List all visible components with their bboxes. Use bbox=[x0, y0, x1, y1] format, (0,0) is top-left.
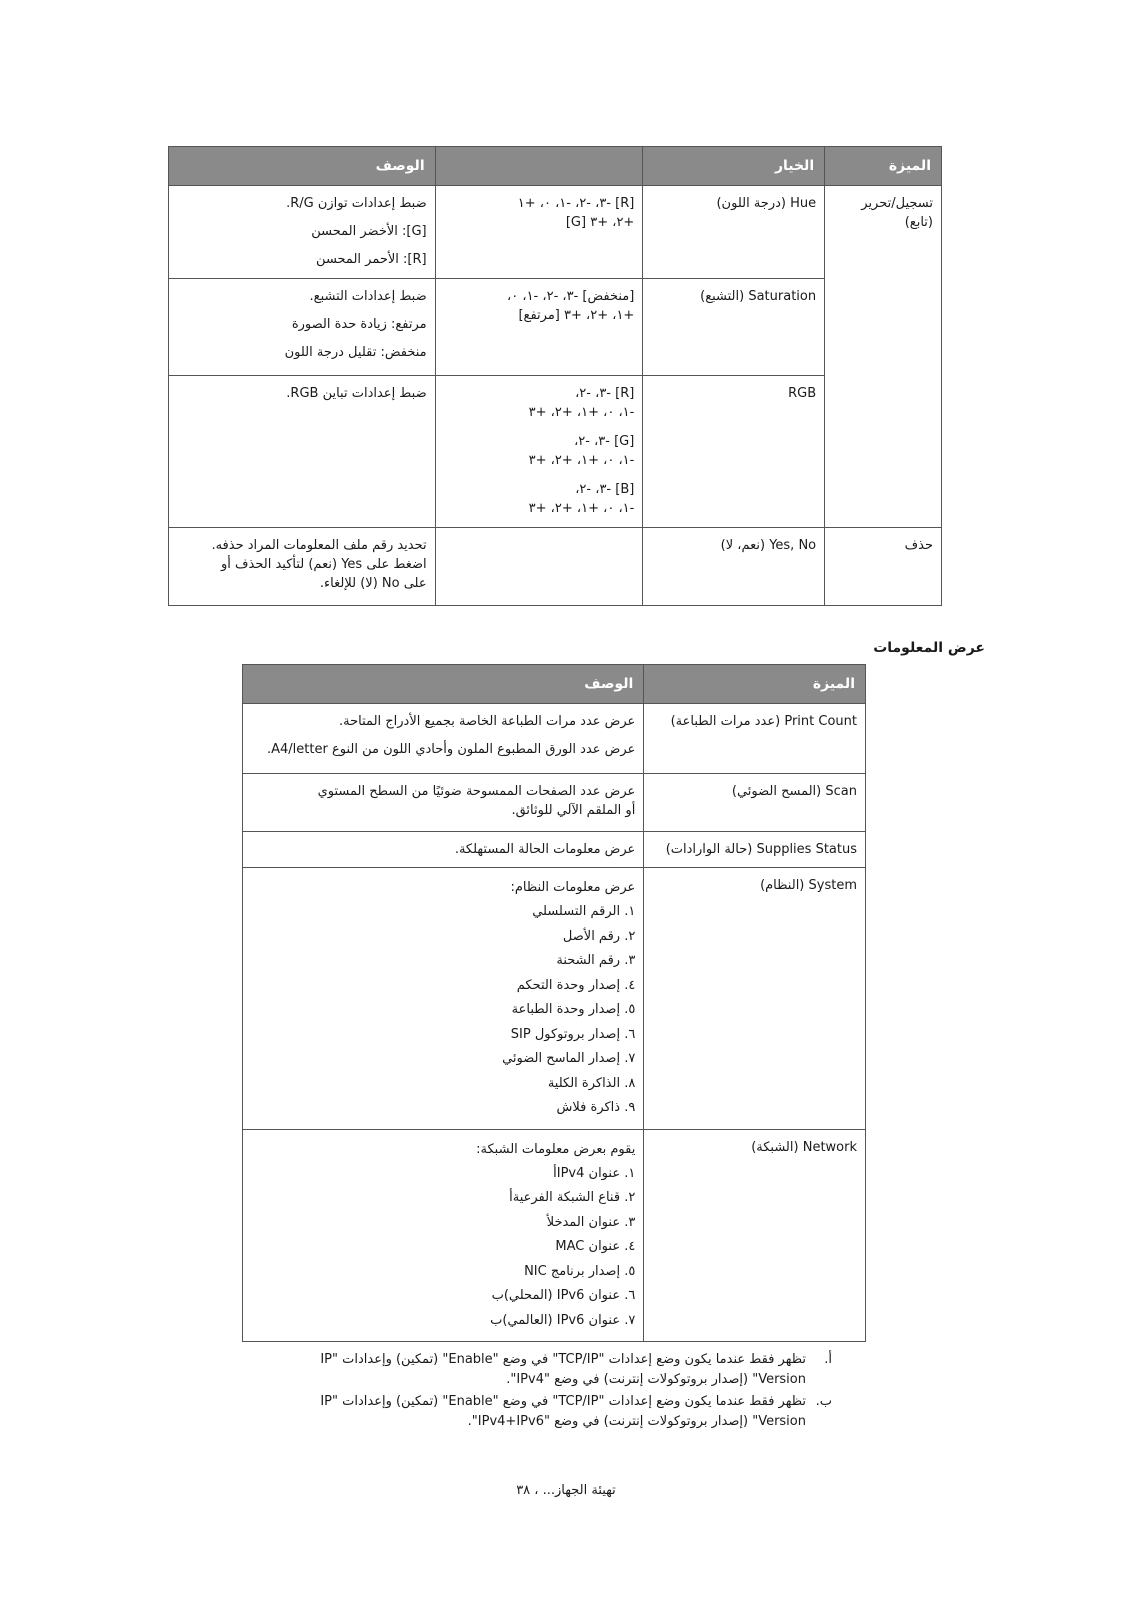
header-values bbox=[435, 147, 643, 186]
header-feature: الميزة bbox=[825, 147, 942, 186]
table-header-row bbox=[169, 147, 942, 186]
table-row bbox=[243, 774, 866, 832]
list-item: ٤. إصدار وحدة التحكم bbox=[516, 977, 636, 993]
list-item: ٥. إصدار وحدة الطباعة bbox=[511, 1002, 636, 1017]
footnote: أ. تظهر فقط عندما يكون وضع إعدادات "TCP/IP" في وضع "Enable" (تمكين) وإعدادات "IP Version" (إصدار بروتوكولات إنترنت) في وضع "IPv4". bbox=[320, 1352, 832, 1387]
table-row bbox=[243, 868, 866, 1130]
option-cell: Yes, No (نعم، لا) bbox=[643, 528, 825, 606]
list-item: ٩. ذاكرة فلاش bbox=[556, 1100, 636, 1115]
description-cell: يقوم بعرض معلومات الشبكة: ١. عنوان IPv4أ ٢. قناع الشبكة الفرعيةأ ٣. عنوان المدخلأ ٤. عنوان MAC ٥. إصدار برنامج NIC ٦. عنوان IPv6 (المحلي)ب ٧. عنوان IPv6 (العالمي)ب bbox=[243, 1129, 644, 1342]
feature-cell: Scan (المسح الضوئي) bbox=[644, 774, 866, 832]
feature-cell: تسجيل/تحرير (تابع) bbox=[825, 186, 942, 528]
page-footer: تهيئة الجهاز... ، ٣٨ bbox=[516, 1483, 616, 1498]
feature-cell: حذف bbox=[825, 528, 942, 606]
list-item: ٦. إصدار بروتوكول SIP bbox=[510, 1026, 636, 1042]
feature-cell: Print Count (عدد مرات الطباعة) bbox=[644, 704, 866, 774]
values-cell: [R] -٣، -٢، -١، ٠، +١ +٢، +٣ [G] bbox=[435, 186, 643, 279]
settings-table bbox=[168, 146, 942, 606]
list-item: ٨. الذاكرة الكلية bbox=[547, 1075, 636, 1091]
network-info-list bbox=[251, 1162, 635, 1334]
footnote: ب. تظهر فقط عندما يكون وضع إعدادات "TCP/IP" في وضع "Enable" (تمكين) وإعدادات "IP Version" (إصدار بروتوكولات إنترنت) في وضع "IPv4+IPv6". bbox=[320, 1394, 832, 1429]
description-cell: عرض معلومات الحالة المستهلكة. bbox=[243, 832, 644, 868]
description-cell: تحديد رقم ملف المعلومات المراد حذفه. اضغط على Yes (نعم) لتأكيد الحذف أو على No (لا) للإلغاء. bbox=[169, 528, 436, 606]
list-item: ١. الرقم التسلسلي bbox=[532, 904, 636, 919]
header-description: الوصف bbox=[243, 665, 644, 704]
footnotes bbox=[272, 1350, 832, 1434]
description-cell: ضبط إعدادات تباين RGB. bbox=[169, 376, 436, 528]
feature-cell: System (النظام) bbox=[644, 868, 866, 1130]
table-row bbox=[243, 832, 866, 868]
table-header-row bbox=[243, 665, 866, 704]
list-item: ٢. رقم الأصل bbox=[562, 928, 636, 944]
description-cell: عرض عدد مرات الطباعة الخاصة بجميع الأدراج المتاحة. عرض عدد الورق المطبوع الملون وأحادي اللون من النوع A4/letter. bbox=[243, 704, 644, 774]
option-cell: RGB bbox=[643, 376, 825, 528]
header-option: الخيار bbox=[643, 147, 825, 186]
description-cell: ضبط إعدادات توازن R/G. [G]: الأخضر المحسن [R]: الأحمر المحسن bbox=[169, 186, 436, 279]
footnote-mark: أ. bbox=[824, 1352, 832, 1367]
list-item: ٥. إصدار برنامج NIC bbox=[524, 1263, 636, 1279]
table-row bbox=[169, 186, 942, 279]
list-item: ٤. عنوان MAC bbox=[555, 1239, 636, 1254]
list-item: ١. عنوان IPv4أ bbox=[553, 1165, 636, 1181]
header-feature: الميزة bbox=[644, 665, 866, 704]
table-row bbox=[243, 1129, 866, 1342]
description-cell: عرض عدد الصفحات الممسوحة ضوئيًا من السطح المستوي أو الملقم الآلي للوثائق. bbox=[243, 774, 644, 832]
list-item: ٢. قناع الشبكة الفرعيةأ bbox=[509, 1190, 636, 1205]
table-row bbox=[243, 704, 866, 774]
header-description: الوصف bbox=[169, 147, 436, 186]
list-item: ٦. عنوان IPv6 (المحلي)ب bbox=[491, 1288, 636, 1303]
option-cell: Hue (درجة اللون) bbox=[643, 186, 825, 279]
list-item: ٣. عنوان المدخلأ bbox=[546, 1214, 636, 1230]
information-table bbox=[242, 664, 866, 1342]
description-cell: عرض معلومات النظام: ١. الرقم التسلسلي ٢. رقم الأصل ٣. رقم الشحنة ٤. إصدار وحدة التحكم ٥. إصدار وحدة الطباعة ٦. إصدار بروتوكول SIP ٧. إصدار الماسح الضوئي ٨. الذاكرة الكلية ٩. ذاكرة فلاش bbox=[243, 868, 644, 1130]
feature-cell: Network (الشبكة) bbox=[644, 1129, 866, 1342]
table-row bbox=[169, 528, 942, 606]
list-item: ٧. عنوان IPv6 (العالمي)ب bbox=[490, 1312, 636, 1328]
option-cell: Saturation (التشبع) bbox=[643, 279, 825, 376]
footnote-mark: ب. bbox=[815, 1394, 832, 1409]
values-cell: [R] -٣، -٢، -١، ٠، +١، +٢، +٣ [G] -٣، -٢، -١، ٠، +١، +٢، +٣ [B] -٣، -٢، -١، ٠، +١، +٢، +٣ bbox=[435, 376, 643, 528]
section-title: عرض المعلومات bbox=[873, 640, 985, 656]
values-cell: [منخفض] -٣، -٢، -١، ٠، +١، +٢، +٣ [مرتفع] bbox=[435, 279, 643, 376]
description-cell: ضبط إعدادات التشبع. مرتفع: زيادة حدة الصورة منخفض: تقليل درجة اللون bbox=[169, 279, 436, 376]
feature-cell: Supplies Status (حالة الوارادات) bbox=[644, 832, 866, 868]
system-info-list bbox=[251, 900, 635, 1121]
values-cell bbox=[435, 528, 643, 606]
list-item: ٣. رقم الشحنة bbox=[556, 953, 636, 968]
list-item: ٧. إصدار الماسح الضوئي bbox=[502, 1051, 636, 1066]
